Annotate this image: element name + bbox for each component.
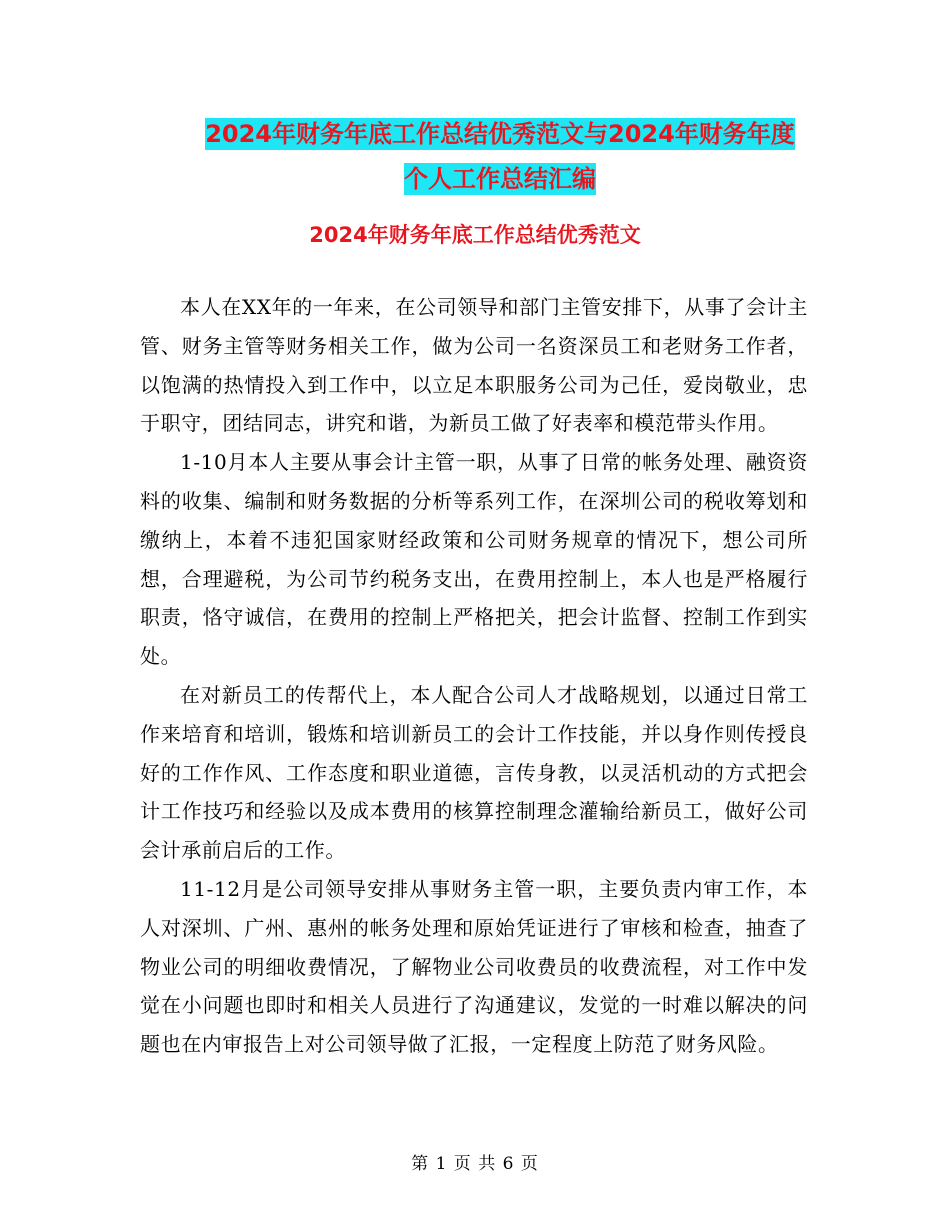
- document-title-line-2: 个人工作总结汇编: [404, 165, 596, 193]
- paragraph: 11-12月是公司领导安排从事财务主管一职，主要负责内审工作，本人对深圳、广州、惠州的帐务处理和原始凭证进行了审核和检查，抽查了物业公司的明细收费情况，了解物业公司收费员的收费流程，对工作中发觉在小问题也即时和相关人员进行了沟通建议，发觉的一时难以解决的问题也在内审报告上对公司领导做了汇报，一定程度上防范了财务风险。: [140, 876, 808, 1057]
- paragraph: 在对新员工的传帮代上，本人配合公司人才战略规划，以通过日常工作来培育和培训，锻炼和培训新员工的会计工作技能，并以身作则传授良好的工作作风、工作态度和职业道德，言传身教，以灵活机动的方式把会计工作技巧和经验以及成本费用的核算控制理念灌输给新员工，做好公司会计承前启后的工作。: [140, 682, 808, 863]
- section-title: 2024年财务年底工作总结优秀范文: [309, 223, 641, 247]
- document-title-line-1: 2024年财务年底工作总结优秀范文与2024年财务年度: [205, 120, 795, 148]
- paragraph: 本人在XX年的一年来，在公司领导和部门主管安排下，从事了会计主管、财务主管等财务相关工作，做为公司一名资深员工和老财务工作者，以饱满的热情投入到工作中，以立足本职服务公司为己任，爱岗敬业，忠于职守，团结同志，讲究和谐，为新员工做了好表率和模范带头作用。: [140, 295, 808, 436]
- body-text: [140, 288, 808, 1064]
- paragraph: 1-10月本人主要从事会计主管一职，从事了日常的帐务处理、融资资料的收集、编制和财务数据的分析等系列工作，在深圳公司的税收筹划和缴纳上，本着不违犯国家财经政策和公司财务规章的情况下，想公司所想，合理避税，为公司节约税务支出，在费用控制上，本人也是严格履行职责，恪守诚信，在费用的控制上严格把关，把会计监督、控制工作到实处。: [140, 450, 808, 669]
- page-number-footer: 第 1 页 共 6 页: [411, 1154, 539, 1174]
- document-title: [100, 112, 900, 202]
